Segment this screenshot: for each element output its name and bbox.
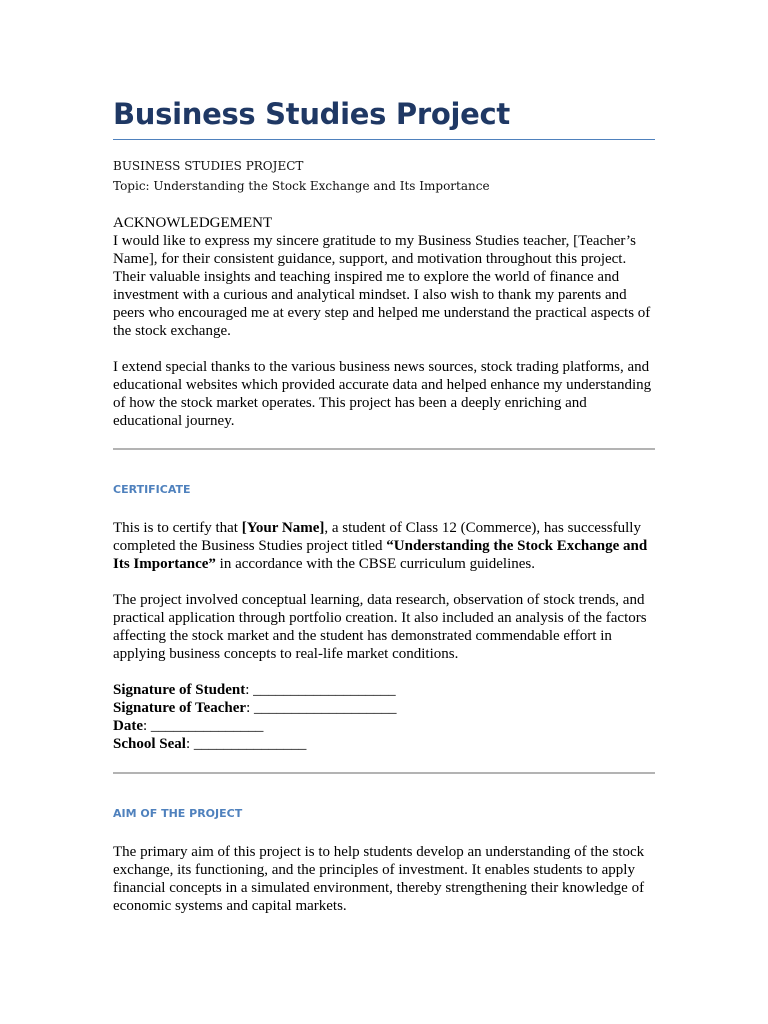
subtitle-line-1: BUSINESS STUDIES PROJECT <box>113 159 304 173</box>
signature-teacher-line: : ___________________ <box>246 700 397 716</box>
certificate-text-a: This is to certify that <box>113 520 242 536</box>
school-seal-line: : _______________ <box>185 736 307 752</box>
signature-teacher-label: Signature of Teacher <box>113 700 247 716</box>
certificate-paragraph-2: The project involved conceptual learning, data research, observation of stock trends, and practical application through portfolio creation. It also included an analysis of the factors affecting the stock market and the student has demonstrated commendable effort in applying business concepts to real-life market conditions. <box>113 592 647 662</box>
date-line: : _______________ <box>143 718 264 734</box>
aim-paragraph: The primary aim of this project is to help students develop an understanding of the stock exchange, its functioning, and the principles of investment. It enables students to apply financial concepts in a simulated environment, thereby strengthening their knowledge of economic systems and capital markets. <box>113 844 645 914</box>
signature-teacher-row <box>113 699 655 717</box>
signature-block <box>113 681 655 753</box>
student-name-placeholder: [Your Name] <box>241 520 325 536</box>
date-row <box>113 717 655 735</box>
signature-student-row <box>113 681 655 699</box>
certificate-paragraph-1 <box>113 519 655 573</box>
aim-heading: AIM OF THE PROJECT <box>113 807 243 820</box>
document-title: Business Studies Project <box>113 92 655 140</box>
section-divider-1 <box>113 448 655 450</box>
subtitle-line-2: Topic: Understanding the Stock Exchange and Its Importance <box>113 179 490 193</box>
signature-student-label: Signature of Student <box>113 682 246 698</box>
section-divider-2 <box>113 772 655 774</box>
project-title-quote: “Understanding the Stock Exchange and Its Importance” <box>113 538 648 572</box>
certificate-text-b: , a student of Class 12 (Commerce), has successfully completed the Business Studies project titled <box>113 520 641 554</box>
acknowledgement-heading: ACKNOWLEDGEMENT <box>113 215 273 231</box>
date-label: Date <box>113 718 143 734</box>
school-seal-row <box>113 735 655 753</box>
acknowledgement-paragraph-1: I would like to express my sincere gratitude to my Business Studies teacher, [Teacher’s Name], for their consistent guidance, support, and motivation throughout this project. Their valuable insights and teaching inspired me to explore the world of finance and investment with a curious and analytical mindset. I also wish to thank my parents and peers who encouraged me at every step and helped me understand the practical aspects of the stock exchange. <box>113 233 651 339</box>
document-page <box>113 92 655 915</box>
certificate-text-c: in accordance with the CBSE curriculum guidelines. <box>215 556 535 572</box>
certificate-heading: CERTIFICATE <box>113 483 191 496</box>
signature-student-line: : ___________________ <box>245 682 396 698</box>
school-seal-label: School Seal <box>113 736 186 752</box>
acknowledgement-paragraph-2: I extend special thanks to the various business news sources, stock trading platforms, and educational websites which provided accurate data and helped enhance my understanding of how the stock market operates. This project has been a deeply enriching and educational journey. <box>113 359 652 429</box>
